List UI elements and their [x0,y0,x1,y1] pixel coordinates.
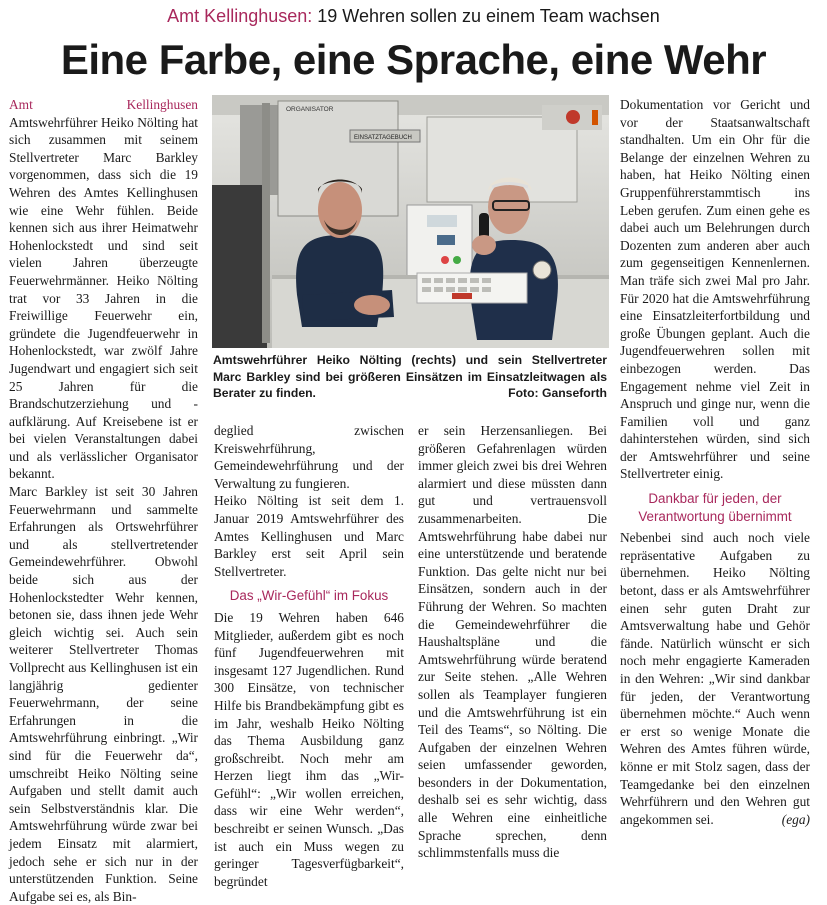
column-2-text: deglied zwischen Kreiswehrführung, Gemeindewehrführung und der Verwaltung zu fungieren. [214,423,404,491]
article-column-3 [418,422,607,878]
subheading-dankbar: Dankbar für jeden, der Verantwortung übernimmt [638,491,792,524]
article-photo [212,95,609,348]
kicker-text: 19 Wehren sollen zu einem Team wachsen [317,6,660,26]
kicker [0,6,827,27]
column-2-text-c: Die 19 Wehren haben 646 Mitglieder, außerdem gibt es noch fünf Jugendfeuerwehren mit insgesamt 127 Jugendlichen. Rund 300 Einsätze, von technischer Hilfe bis Brandbekämpfung gibt es im Jahr, weshalb Heiko Nölting das Thema Ausbildung ganz großschreibt. Noch mehr am Herzen liegt ihm das „Wir-Gefühl“: „Wir wollen erreichen, dass wir eine Wehr werden“, beschreibt er seinen Wunsch. „Das ist auch ein Muss wegen zu geringer Tagesverfügbarkeit“, begründet [214,609,404,889]
photo-credit: Foto: Ganseforth [508,386,607,401]
caption-line-1: Amtswehrführer Heiko Nölting (rechts) und sein Stellvertreter [213,353,607,367]
subheading-wir-gefuehl: Das „Wir-Gefühl“ im Fokus [229,588,389,604]
dateline: Amt Kellinghusen [9,97,198,112]
caption-line-2: Marc Barkley sind bei größeren Einsätzen im Einsatzleitwagen als [213,369,607,384]
headline: Eine Farbe, eine Sprache, eine Wehr [60,36,767,83]
photo-sign-logbook: EINSATZTAGEBUCH [354,135,412,141]
column-1-text: Amtswehrführer Heiko Nölting hat sich zusammen mit seinem Stellvertreter Marc Barkley vorgenommen, dass sich die 19 Wehren des Amtes Kellinghusen wie eine Wehr fühlen. Beide kennen sich aus ihrer Heimatwehr Hohenlockstedt und sind seit vielen Jahren überzeugte Feuerwehrmänner. Heiko Nölting trat vor 33 Jahren in die Freiwillige Feuerwehr ein, gründete die Jugendfeuerwehr in Hohenlockstedt, war zwölf Jahre Jugendwart und engagiert sich seit 25 Jahren für die Brandschutzerziehung und -aufklärung. Auf Kreisebene ist er bei vielen Veranstaltungen dabei und als verlässlicher Organisator bekannt. [9,114,198,482]
photo-sign-organizer: ORGANISATOR [286,106,334,113]
photo-illustration [212,95,609,348]
column-3-text: er sein Herzensanliegen. Bei größeren Gefahrenlagen würden immer gleich zwei bis drei Wehren alarmiert und diese müssten dann gut und vertrauensvoll zusammenarbeiten. Die Amtswehrführung habe dabei nur eine unterstützende und beratende Funktion. Das gelte nicht nur bei Einsätzen, sondern auch in der Führung der Wehren. So machten die Gemeindewehrführer die Haushaltspläne und die Amtswehrführung würde beratend zur Seite stehen. „Alle Wehren sollen als Teamplayer fungieren und die Amtswehrführung ist ein Teil des Teams“, so Nölting. Die Aufgaben der einzelnen Wehren seien umfassender geworden, besonders in der Dokumentation, deshalb sei es sehr wichtig, dass alle Wehren eine einheitliche Sprache sprechen, denn schlimmstenfalls muss die [418,423,607,861]
column-2-text-b: Heiko Nölting ist seit dem 1. Januar 2019 Amtswehrführer des Amtes Kellinghusen und Marc Barkley erst seit April sein Stellvertreter. [214,493,404,579]
column-1-text-b: Marc Barkley ist seit 30 Jahren Feuerwehrmann und sammelte Erfahrungen als Ortswehrführer und als stellvertretender Gemeindewehrführer. Obwohl beide sich aus der Hohenlockstedter Wehr kennen, betonen sie, dass ihnen jede Wehr gleich wichtig sei. Auch sein weiterer Stellvertreter Thomas Vollprecht aus Kellinghusen ist ein langjährig gedienter Feuerwehrmann, der seine Erfahrungen in die Amtswehrführung einbringt. „Wir sind für die Feuerwehr da“, umschreibt Heiko Nölting seine Aufgaben und stellt damit auch sein Selbstverständnis klar. Die Amtswehrführung würde zwar bei jedem Einsatz mit alarmiert, jedoch sehe er sich nur in der unterstützenden Funktion. Seine Aufgabe sei es, als Bin- [9,484,198,904]
article-column-2 [214,422,404,889]
column-4-text: Dokumentation vor Gericht und vor der Staatsanwaltschaft standhalten. Um ein Ohr für die Belange der einzelnen Wehren zu haben, hat Heiko Nölting einen Gruppenführerstammtisch ins Leben gerufen. Zum einen gehe es dabei auch um Belehrungen durch Dozenten zum anderen aber auch zum gegenseitigen Kennenlernen. Man träfe sich zwei Mal pro Jahr. Für 2020 hat die Amtswehrführung eine Einsatzleiterfortbildung und große Übungen geplant. Auch die Jugendfeuerwehren sollen mit einbezogen werden. Das Engagement nehme viel Zeit in Anspruch und ginge nur, wenn die Familien voll und ganz dahinterstehen würden, sind sich der Amtswehrführer und seine Stellvertreter einig. [620,97,810,482]
article-column-4 [620,96,810,878]
caption-line-3: Berater zu finden. [213,386,316,401]
author-signature: (ega) [781,811,810,827]
kicker-place: Amt Kellinghusen: [167,6,313,26]
column-4-text-b: Nebenbei sind auch noch viele repräsentative Aufgaben zu übernehmen. Heiko Nölting betont, dass er als Amtswehrführer einen sehr guten Draht zur Amtsverwaltung habe und Gehör fände. Natürlich wünscht er sich noch mehr engagierte Kameraden in den Wehren: „Wir sind dankbar für jeden, der Verantwortung übernehmen möchte.“ Auch wenn er erst so wenige Monate die Wehren des Amtes führen würde, könne er mit Stolz sagen, dass der Teamgedanke bei den einzelnen Wehrführern und den Wehren gut angekommen sei. [620,530,810,827]
photo-caption [213,352,607,402]
article-column-1 [9,96,198,904]
